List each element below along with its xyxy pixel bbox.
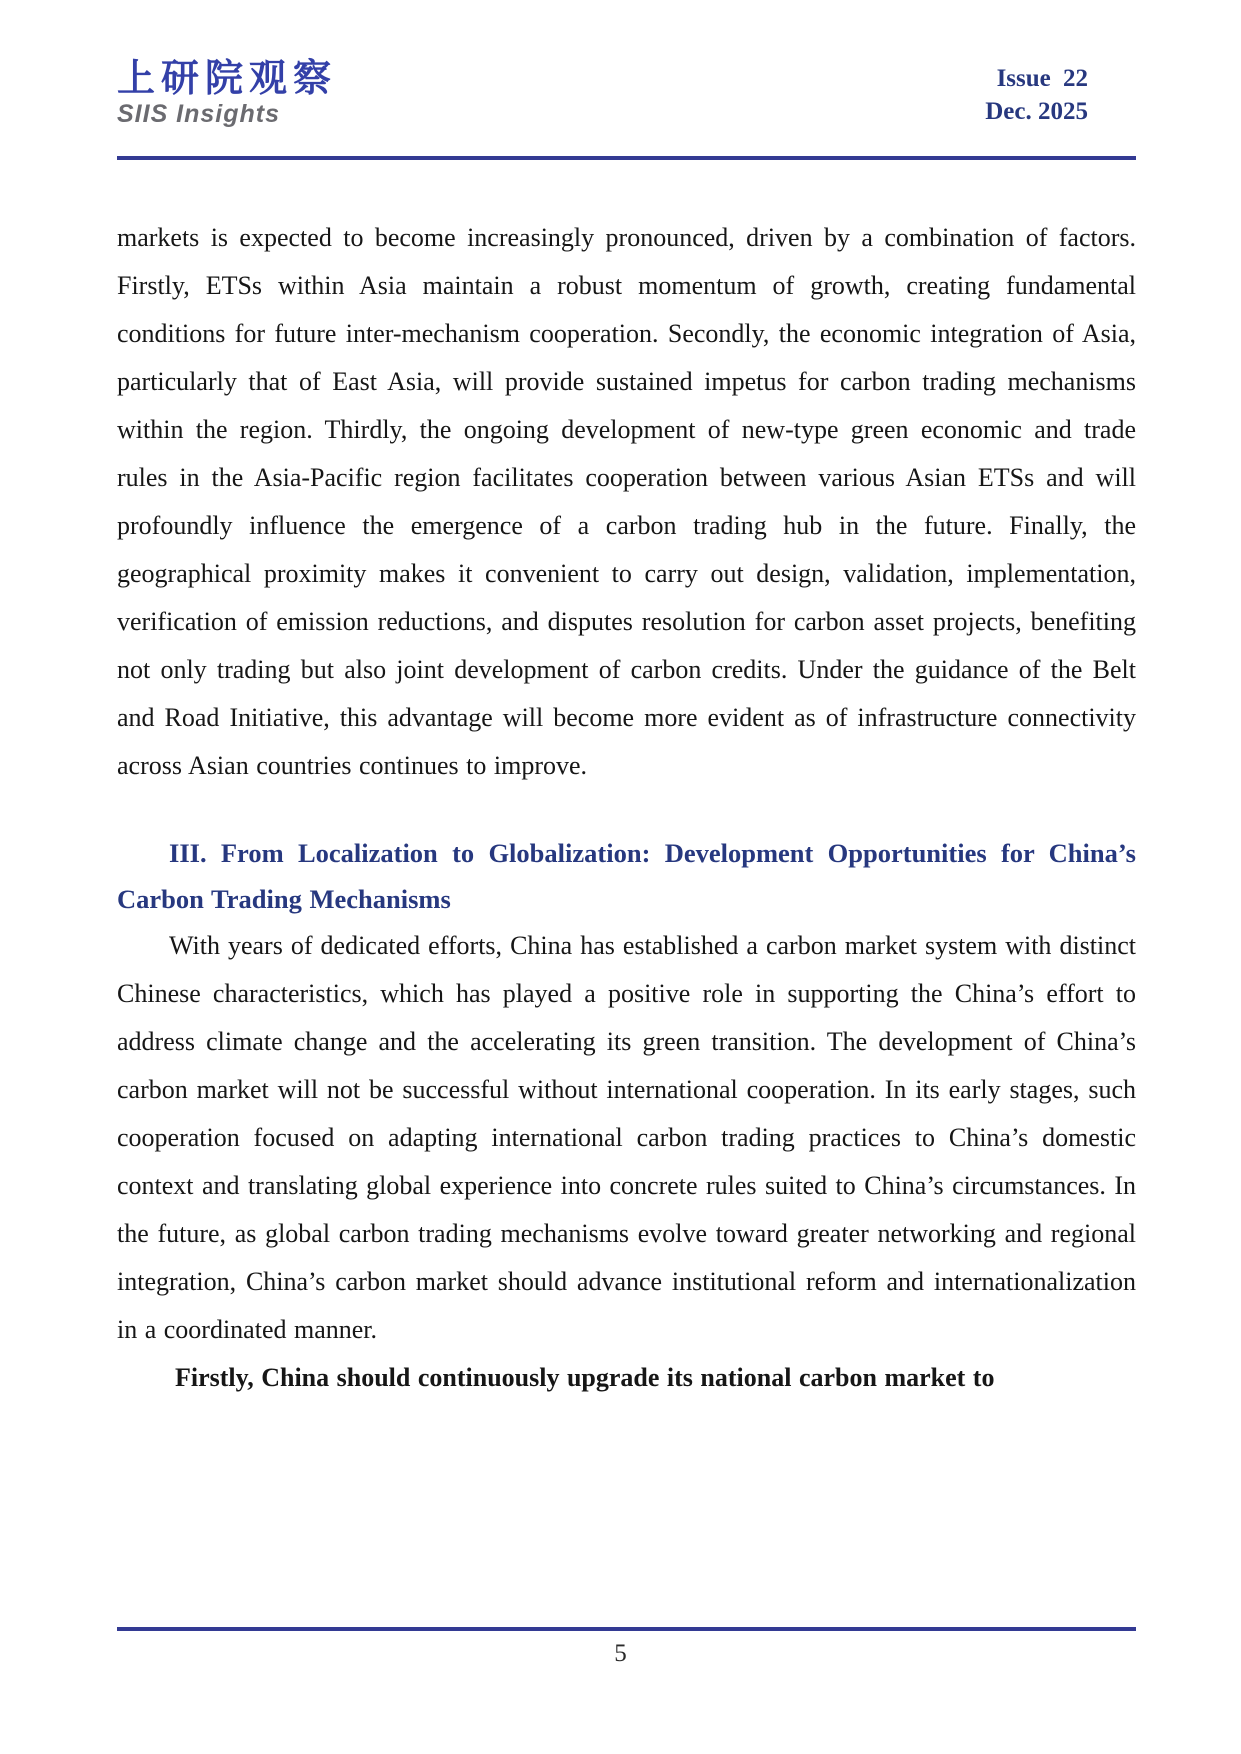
issue-info — [985, 62, 1088, 128]
logo-english-title: SIIS Insights — [117, 100, 281, 128]
paragraph-continued: markets is expected to become increasingly pronounced, driven by a combination of factors. Firstly, ETSs within Asia maintain a robust momentum of growth, creating fundamental conditions for future inter-mechanism cooperation. Secondly, the economic integration of Asia, particularly that of East Asia, will provide sustained impetus for carbon trading mechanisms within the region. Thirdly, the ongoing development of new-type green economic and trade rules in the Asia-Pacific region facilitates cooperation between various Asian ETSs and will profoundly influence the emergence of a carbon trading hub in the future. Finally, the geographical proximity makes it convenient to carry out design, validation, implementation, verification of emission reductions, and disputes resolution for carbon asset projects, benefiting not only trading but also joint development of carbon credits. Under the guidance of the Belt and Road Initiative, this advantage will become more evident as of infrastructure connectivity across Asian countries continues to improve. — [117, 223, 1136, 780]
paragraph: With years of dedicated efforts, China has established a carbon market system with distinct Chinese characteristics, which has played a positive role in supporting the China’s effort to address climate change and the accelerating its green transition. The development of China’s carbon market will not be successful without international cooperation. In its early stages, such cooperation focused on adapting international carbon trading practices to China’s domestic context and translating global experience into concrete rules suited to China’s circumstances. In the future, as global carbon trading mechanisms evolve toward greater networking and regional integration, China’s carbon market should advance institutional reform and internationalization in a coordinated manner. — [117, 931, 1136, 1344]
issue-date: Dec. 2025 — [985, 98, 1088, 125]
paragraph-bold-lead: Firstly, China should continuously upgrade its national carbon market to — [175, 1363, 995, 1392]
footer-divider — [117, 1627, 1136, 1631]
header-divider — [117, 156, 1136, 160]
issue-number: Issue 22 — [996, 65, 1088, 92]
logo — [117, 56, 337, 128]
article-body — [117, 214, 1136, 1402]
page-header — [117, 56, 1136, 146]
logo-chinese-title: 上研院观察 — [117, 55, 338, 100]
page-number: 5 — [614, 1640, 627, 1667]
section-heading: III. From Localization to Globalization: Development Opportunities for China’s Carbon Trading Mechanisms — [117, 838, 1136, 914]
